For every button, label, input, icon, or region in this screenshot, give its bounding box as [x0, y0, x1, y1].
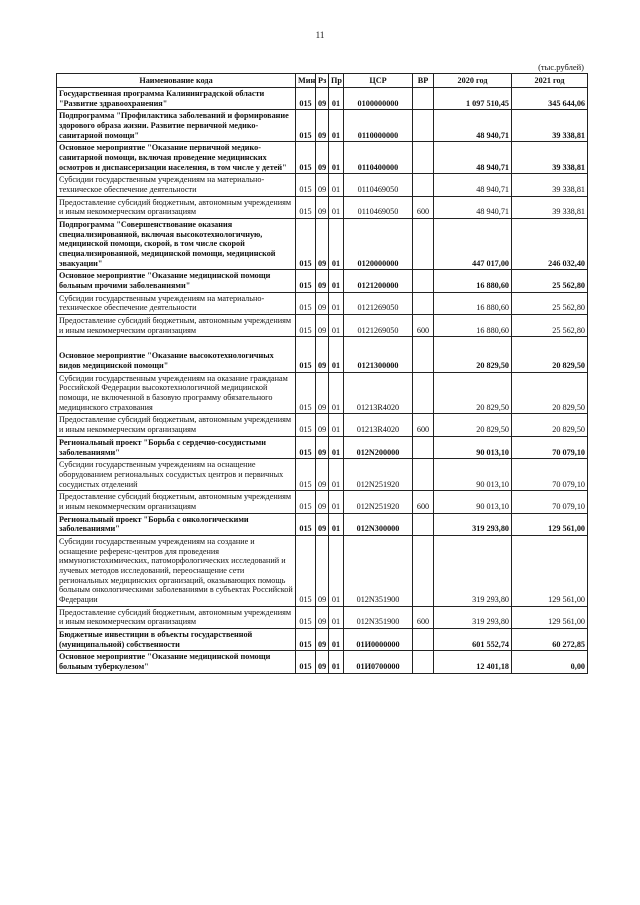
cell-min: 015	[296, 628, 316, 650]
cell-name: Государственная программа Калининградской области "Развитие здравоохранения"	[57, 88, 296, 110]
cell-vr	[413, 651, 434, 673]
cell-rz: 09	[316, 337, 329, 372]
cell-rz: 09	[316, 142, 329, 174]
cell-csr: 0120000000	[344, 219, 413, 270]
cell-rz: 09	[316, 196, 329, 218]
cell-2021: 60 272,85	[512, 628, 588, 650]
cell-csr: 0121269050	[344, 315, 413, 337]
cell-csr: 01И0700000	[344, 651, 413, 673]
cell-csr: 012N351900	[344, 535, 413, 606]
budget-table	[56, 73, 588, 674]
cell-vr	[413, 88, 434, 110]
cell-min: 015	[296, 491, 316, 513]
cell-pr: 01	[329, 372, 344, 414]
cell-name: Основное мероприятие "Оказание первичной медико-санитарной помощи, включая проведение медицинских осмотров и диспансеризации населения, в том числе у детей"	[57, 142, 296, 174]
table-row	[57, 142, 588, 174]
cell-csr: 012N251920	[344, 459, 413, 491]
cell-name: Субсидии государственным учреждениям на оснащение оборудованием региональных сосудистых центров и первичных сосудистых отделений	[57, 459, 296, 491]
cell-2021: 70 079,10	[512, 436, 588, 458]
cell-2021: 129 561,00	[512, 606, 588, 628]
cell-min: 015	[296, 414, 316, 436]
cell-pr: 01	[329, 315, 344, 337]
cell-csr: 01И0000000	[344, 628, 413, 650]
cell-2020: 16 880,60	[434, 292, 512, 314]
cell-name: Основное мероприятие "Оказание высокотехнологичных видов медицинской помощи"	[57, 337, 296, 372]
cell-rz: 09	[316, 628, 329, 650]
cell-name: Бюджетные инвестиции в объекты государственной (муниципальной) собственности	[57, 628, 296, 650]
cell-csr: 0121200000	[344, 270, 413, 292]
cell-name: Предоставление субсидий бюджетным, автономным учреждениям и иным некоммерческим организациям	[57, 491, 296, 513]
cell-rz: 09	[316, 315, 329, 337]
header-row	[57, 74, 588, 88]
cell-rz: 09	[316, 535, 329, 606]
table-row	[57, 606, 588, 628]
cell-min: 015	[296, 459, 316, 491]
cell-min: 015	[296, 292, 316, 314]
cell-rz: 09	[316, 110, 329, 142]
table-row	[57, 196, 588, 218]
cell-pr: 01	[329, 196, 344, 218]
cell-csr: 012N351900	[344, 606, 413, 628]
cell-vr	[413, 436, 434, 458]
cell-rz: 09	[316, 219, 329, 270]
cell-name: Подпрограмма "Совершенствование оказания специализированной, включая высокотехнологичную, медицинской помощи, скорой, в том числе скорой специализированной, медицинской помощи, медицинской эвакуации"	[57, 219, 296, 270]
cell-csr: 0121269050	[344, 292, 413, 314]
cell-rz: 09	[316, 651, 329, 673]
cell-rz: 09	[316, 88, 329, 110]
cell-name: Предоставление субсидий бюджетным, автономным учреждениям и иным некоммерческим организациям	[57, 315, 296, 337]
cell-vr	[413, 142, 434, 174]
cell-vr	[413, 110, 434, 142]
cell-min: 015	[296, 270, 316, 292]
cell-2020: 20 829,50	[434, 414, 512, 436]
cell-min: 015	[296, 219, 316, 270]
table-row	[57, 88, 588, 110]
table-row	[57, 337, 588, 372]
cell-rz: 09	[316, 491, 329, 513]
cell-min: 015	[296, 88, 316, 110]
cell-csr: 01213R4020	[344, 372, 413, 414]
cell-2020: 48 940,71	[434, 142, 512, 174]
table-row	[57, 651, 588, 673]
cell-vr	[413, 459, 434, 491]
cell-pr: 01	[329, 270, 344, 292]
cell-2021: 0,00	[512, 651, 588, 673]
cell-2020: 16 880,60	[434, 270, 512, 292]
cell-name: Предоставление субсидий бюджетным, автономным учреждениям и иным некоммерческим организациям	[57, 606, 296, 628]
cell-name: Основное мероприятие "Оказание медицинской помощи больным туберкулезом"	[57, 651, 296, 673]
cell-min: 015	[296, 142, 316, 174]
cell-pr: 01	[329, 142, 344, 174]
cell-name: Субсидии государственным учреждениям на создание и оснащение референс-центров для проведения иммуногистохимических, патоморфологических исследований и лучевых методов исследований, переоснащение сети региональных медицинских организаций, оказывающих помощь больным онкологическими заболеваниями в субъектах Российской Федерации	[57, 535, 296, 606]
cell-csr: 0110000000	[344, 110, 413, 142]
cell-rz: 09	[316, 513, 329, 535]
cell-2020: 48 940,71	[434, 174, 512, 196]
cell-vr	[413, 219, 434, 270]
cell-name: Субсидии государственным учреждениям на оказание гражданам Российской Федерации высокотехнологичной медицинской помощи, не включенной в базовую программу обязательного медицинского страхования	[57, 372, 296, 414]
cell-2021: 39 338,81	[512, 142, 588, 174]
cell-rz: 09	[316, 414, 329, 436]
cell-name: Основное мероприятие "Оказание медицинской помощи больным прочими заболеваниями"	[57, 270, 296, 292]
cell-vr	[413, 535, 434, 606]
cell-pr: 01	[329, 337, 344, 372]
header-min: Мин	[296, 74, 316, 88]
cell-2020: 48 940,71	[434, 196, 512, 218]
cell-pr: 01	[329, 513, 344, 535]
cell-name: Предоставление субсидий бюджетным, автономным учреждениям и иным некоммерческим организациям	[57, 196, 296, 218]
cell-min: 015	[296, 315, 316, 337]
cell-csr: 0110400000	[344, 142, 413, 174]
cell-2021: 129 561,00	[512, 513, 588, 535]
cell-vr: 600	[413, 606, 434, 628]
cell-2020: 447 017,00	[434, 219, 512, 270]
cell-csr: 012N300000	[344, 513, 413, 535]
header-name: Наименование кода	[57, 74, 296, 88]
cell-csr: 0121300000	[344, 337, 413, 372]
cell-pr: 01	[329, 628, 344, 650]
cell-csr: 012N251920	[344, 491, 413, 513]
cell-2020: 601 552,74	[434, 628, 512, 650]
cell-2021: 39 338,81	[512, 110, 588, 142]
cell-min: 015	[296, 337, 316, 372]
cell-pr: 01	[329, 459, 344, 491]
table-row	[57, 436, 588, 458]
cell-min: 015	[296, 535, 316, 606]
cell-2021: 25 562,80	[512, 270, 588, 292]
cell-vr	[413, 270, 434, 292]
cell-min: 015	[296, 651, 316, 673]
cell-csr: 01213R4020	[344, 414, 413, 436]
cell-rz: 09	[316, 459, 329, 491]
cell-2021: 39 338,81	[512, 196, 588, 218]
unit-label: (тыс.рублей)	[538, 62, 584, 72]
cell-rz: 09	[316, 436, 329, 458]
cell-2021: 345 644,06	[512, 88, 588, 110]
cell-vr	[413, 337, 434, 372]
cell-2021: 25 562,80	[512, 292, 588, 314]
cell-vr	[413, 628, 434, 650]
cell-2020: 12 401,18	[434, 651, 512, 673]
cell-pr: 01	[329, 606, 344, 628]
cell-name: Региональный проект "Борьба с онкологическими заболеваниями"	[57, 513, 296, 535]
cell-pr: 01	[329, 491, 344, 513]
table-body	[57, 88, 588, 674]
cell-rz: 09	[316, 606, 329, 628]
cell-2021: 246 032,40	[512, 219, 588, 270]
cell-csr: 0110469050	[344, 174, 413, 196]
table-row	[57, 535, 588, 606]
cell-name: Субсидии государственным учреждениям на материально-техническое обеспечение деятельности	[57, 292, 296, 314]
cell-name: Субсидии государственным учреждениям на материально-техническое обеспечение деятельности	[57, 174, 296, 196]
cell-rz: 09	[316, 292, 329, 314]
cell-2021: 20 829,50	[512, 372, 588, 414]
cell-2020: 1 097 510,45	[434, 88, 512, 110]
cell-rz: 09	[316, 174, 329, 196]
cell-vr: 600	[413, 315, 434, 337]
cell-csr: 012N200000	[344, 436, 413, 458]
cell-csr: 0100000000	[344, 88, 413, 110]
cell-2020: 319 293,80	[434, 535, 512, 606]
table-row	[57, 292, 588, 314]
table-row	[57, 110, 588, 142]
cell-pr: 01	[329, 110, 344, 142]
table-row	[57, 372, 588, 414]
page-number: 11	[315, 30, 325, 40]
cell-min: 015	[296, 372, 316, 414]
cell-2020: 319 293,80	[434, 606, 512, 628]
cell-pr: 01	[329, 535, 344, 606]
header-2020: 2020 год	[434, 74, 512, 88]
cell-2020: 20 829,50	[434, 372, 512, 414]
cell-min: 015	[296, 110, 316, 142]
cell-name: Региональный проект "Борьба с сердечно-сосудистыми заболеваниями"	[57, 436, 296, 458]
cell-pr: 01	[329, 436, 344, 458]
header-2021: 2021 год	[512, 74, 588, 88]
cell-vr	[413, 292, 434, 314]
table-row	[57, 459, 588, 491]
cell-2021: 129 561,00	[512, 535, 588, 606]
cell-vr	[413, 174, 434, 196]
cell-rz: 09	[316, 270, 329, 292]
cell-vr: 600	[413, 491, 434, 513]
header-csr: ЦСР	[344, 74, 413, 88]
cell-2021: 70 079,10	[512, 491, 588, 513]
cell-2020: 20 829,50	[434, 337, 512, 372]
cell-2021: 25 562,80	[512, 315, 588, 337]
table-row	[57, 315, 588, 337]
cell-pr: 01	[329, 88, 344, 110]
cell-pr: 01	[329, 292, 344, 314]
table-row	[57, 219, 588, 270]
cell-2020: 16 880,60	[434, 315, 512, 337]
cell-pr: 01	[329, 651, 344, 673]
cell-2020: 90 013,10	[434, 459, 512, 491]
cell-csr: 0110469050	[344, 196, 413, 218]
cell-pr: 01	[329, 174, 344, 196]
cell-pr: 01	[329, 219, 344, 270]
table-row	[57, 414, 588, 436]
table-row	[57, 628, 588, 650]
header-rz: Рз	[316, 74, 329, 88]
cell-vr: 600	[413, 414, 434, 436]
header-pr: Пр	[329, 74, 344, 88]
table-row	[57, 513, 588, 535]
table-row	[57, 270, 588, 292]
cell-2020: 90 013,10	[434, 436, 512, 458]
cell-2021: 39 338,81	[512, 174, 588, 196]
header-vr: ВР	[413, 74, 434, 88]
cell-pr: 01	[329, 414, 344, 436]
cell-name: Предоставление субсидий бюджетным, автономным учреждениям и иным некоммерческим организациям	[57, 414, 296, 436]
cell-2021: 20 829,50	[512, 337, 588, 372]
cell-min: 015	[296, 606, 316, 628]
cell-2021: 70 079,10	[512, 459, 588, 491]
table-row	[57, 174, 588, 196]
cell-vr: 600	[413, 196, 434, 218]
cell-rz: 09	[316, 372, 329, 414]
cell-min: 015	[296, 174, 316, 196]
cell-2020: 48 940,71	[434, 110, 512, 142]
cell-vr	[413, 372, 434, 414]
cell-2021: 20 829,50	[512, 414, 588, 436]
cell-min: 015	[296, 196, 316, 218]
cell-name: Подпрограмма "Профилактика заболеваний и формирование здорового образа жизни. Развитие первичной медико-санитарной помощи"	[57, 110, 296, 142]
cell-min: 015	[296, 436, 316, 458]
cell-2020: 90 013,10	[434, 491, 512, 513]
cell-vr	[413, 513, 434, 535]
cell-2020: 319 293,80	[434, 513, 512, 535]
table-row	[57, 491, 588, 513]
cell-min: 015	[296, 513, 316, 535]
